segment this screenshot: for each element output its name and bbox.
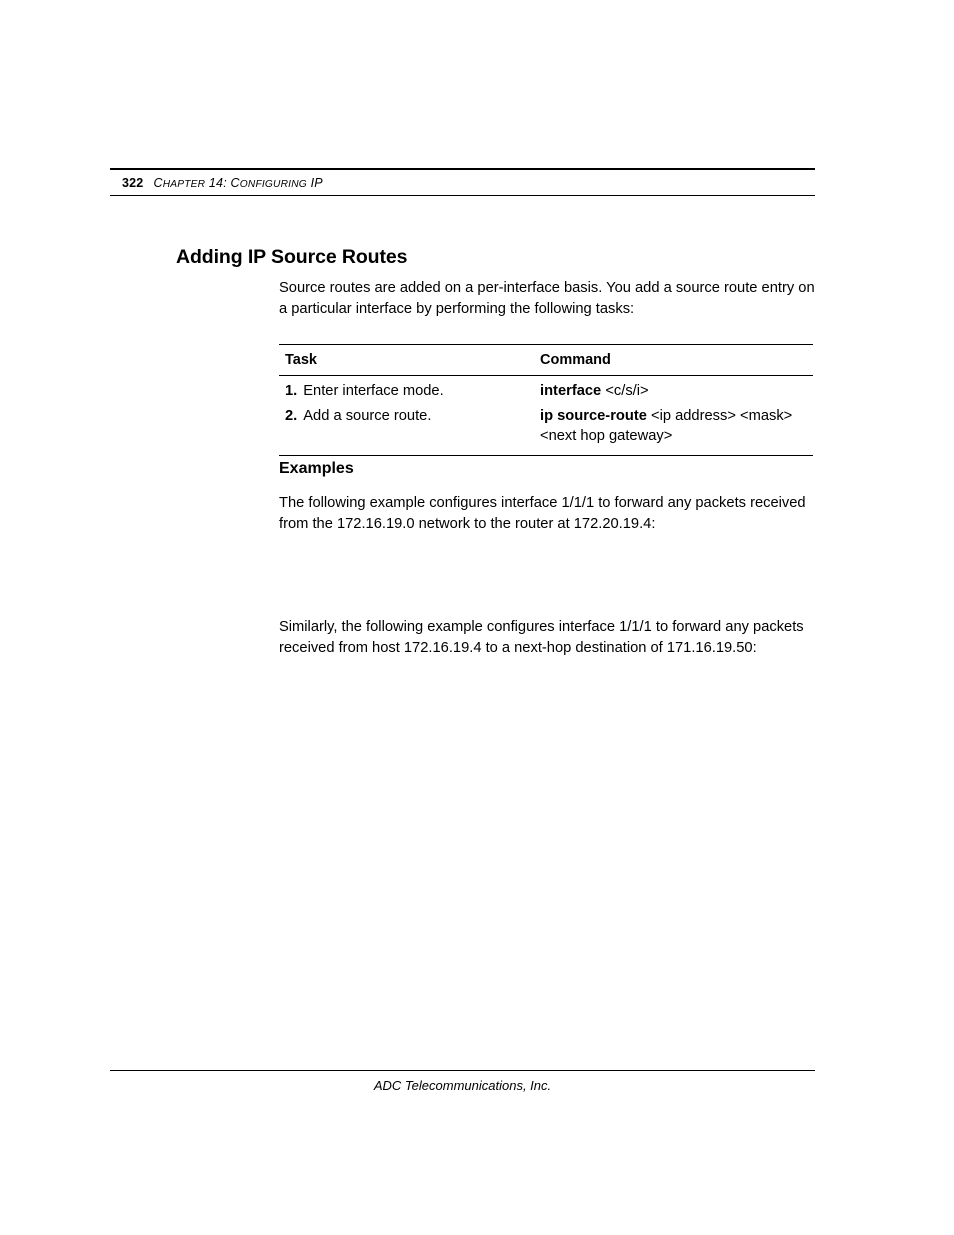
chapter-title-smallcaps-1: HAPTER: [162, 179, 206, 190]
footer-text: ADC Telecommunications, Inc.: [373, 1078, 552, 1093]
table-row: [279, 401, 813, 455]
intro-paragraph: Source routes are added on a per-interface basis. You add a source route entry on a particular interface by performing the following tasks:: [279, 280, 815, 317]
table-header-row: [279, 345, 813, 375]
command-args: <ip address> <mask> <next hop gateway>: [540, 408, 793, 444]
task-step-number: 2.: [285, 408, 298, 424]
page-number: 322: [122, 176, 144, 190]
table-cell-task: [285, 381, 540, 401]
chapter-title: CHAPTER 14: CONFIGURING IP: [153, 176, 323, 190]
table-cell-command: [540, 406, 813, 446]
table-header-command: Command: [540, 352, 611, 368]
task-command-table: [279, 344, 813, 456]
task-step-number: 1.: [285, 383, 298, 399]
command-name: ip source-route: [540, 408, 647, 424]
page-header: [110, 168, 815, 196]
table-cell-task: [285, 406, 540, 446]
task-step-text: Add a source route.: [303, 408, 432, 424]
example-paragraph-2: Similarly, the following example configures interface 1/1/1 to forward any packets received from host 172.16.19.4 to a next-hop destination of 171.16.19.50:: [279, 619, 804, 656]
table-rule-bottom: [279, 455, 813, 456]
footer-rule: [110, 1070, 815, 1071]
table-row: [279, 376, 813, 401]
header-row: [110, 170, 815, 195]
table-header-task: Task: [285, 352, 317, 368]
example-paragraph-1: The following example configures interface 1/1/1 to forward any packets received from the 172.16.19.0 network to the router at 172.20.19.4:: [279, 495, 806, 532]
page-title: Adding IP Source Routes: [176, 246, 408, 269]
command-args: <c/s/i>: [601, 383, 649, 399]
table-cell-command: [540, 381, 813, 401]
chapter-title-smallcaps-2: ONFIGURING: [239, 179, 307, 190]
task-step-text: Enter interface mode.: [303, 383, 444, 399]
examples-heading: Examples: [279, 460, 354, 477]
command-name: interface: [540, 383, 602, 399]
header-rule-bottom: [110, 195, 815, 196]
